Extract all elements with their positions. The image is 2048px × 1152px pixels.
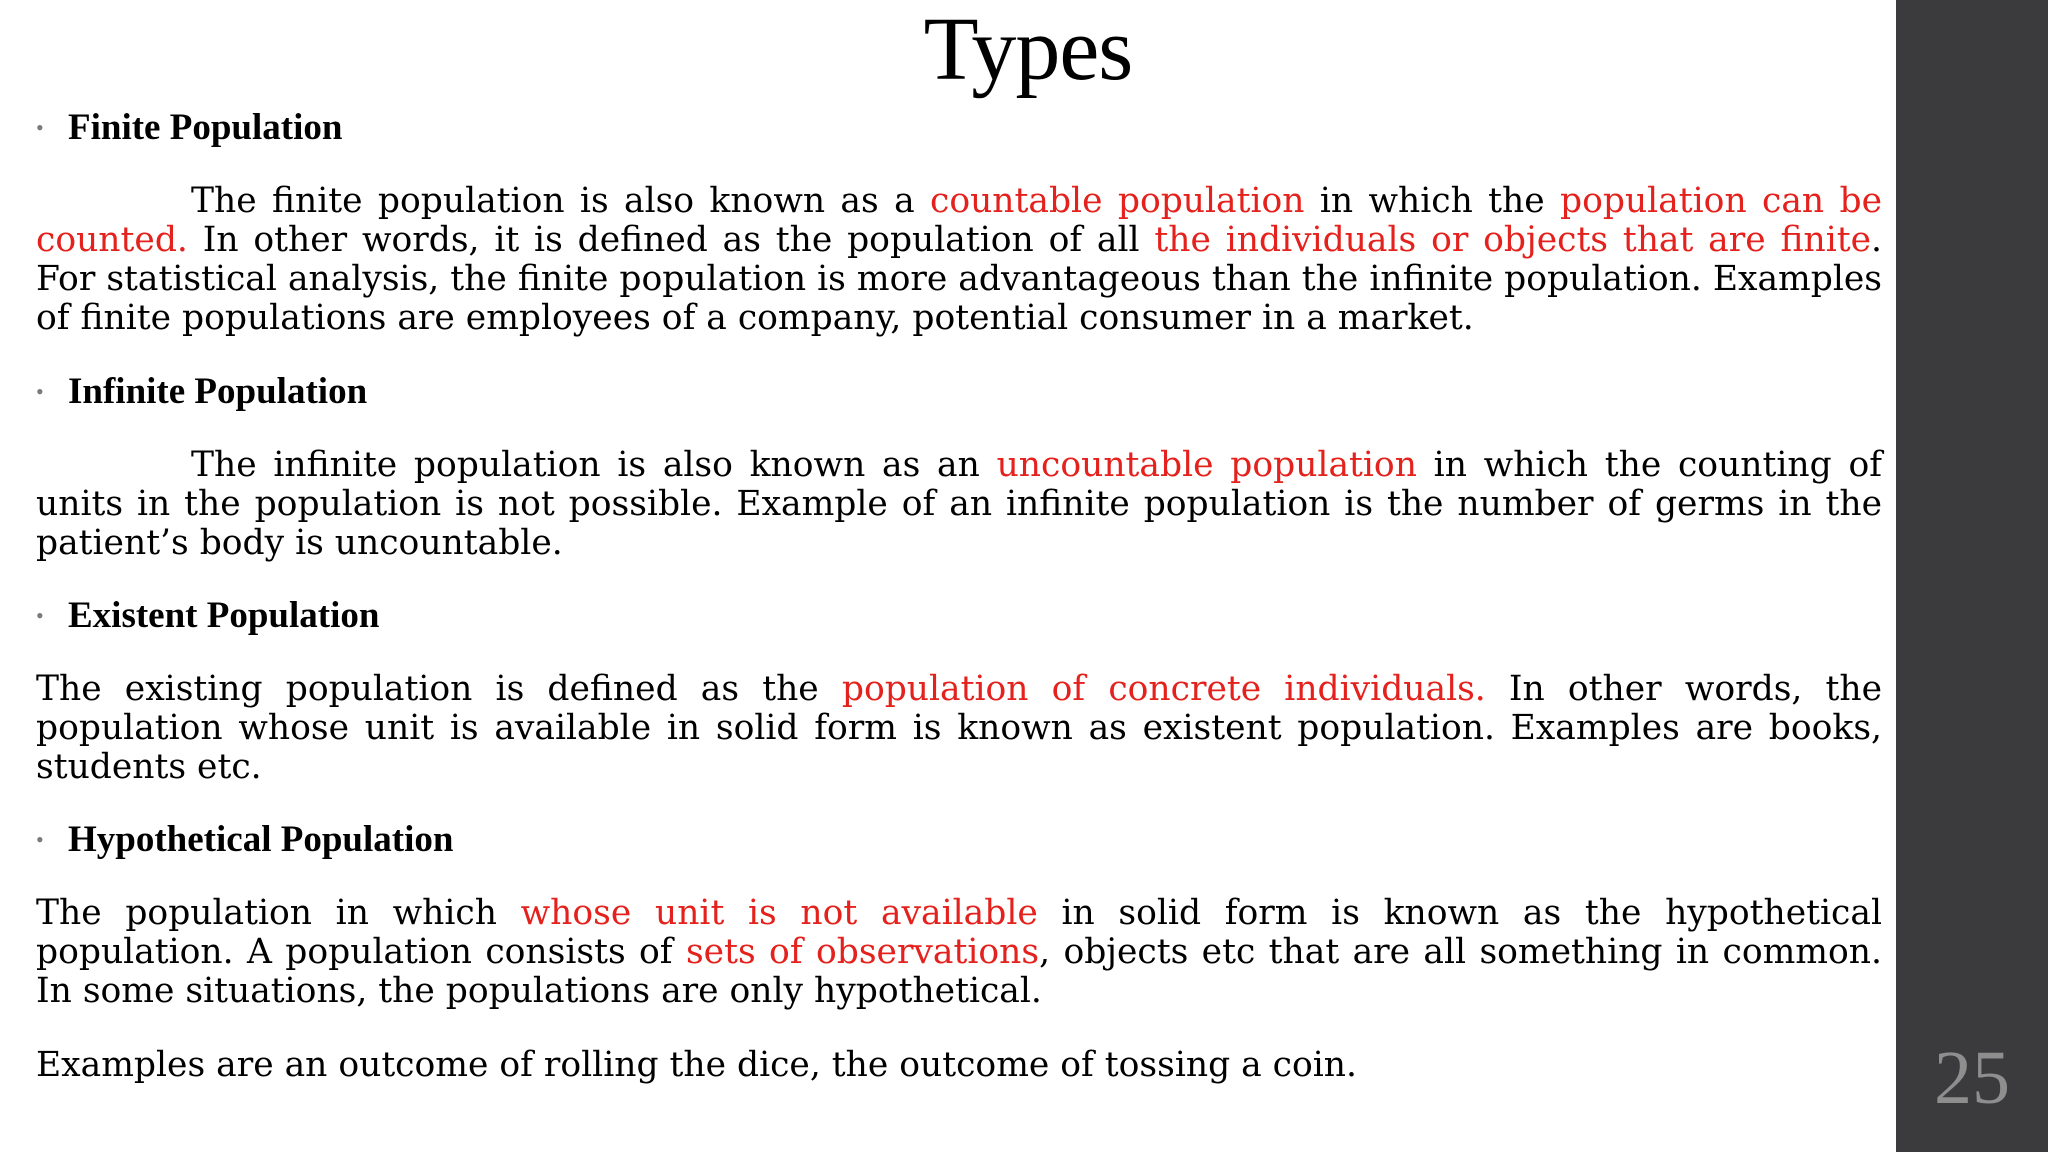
highlight-text: population of concrete individuals. [841,669,1486,709]
right-sidebar [1896,0,2048,1152]
paragraph-hypothetical: The population in which whose unit is not available in solid form is known as the hypothetical population. A population consists of sets of observations, objects etc that are all something in common. In some situations, the populations are only hypothetical. [36,893,1882,1011]
paragraph-existent: The existing population is defined as the population of concrete individuals. In other words, the population whose unit is available in solid form is known as existent population. Examples are books, students etc. [36,669,1883,787]
highlight-text: the individuals or objects that are finite [1154,220,1872,260]
section-heading-finite [36,106,342,150]
highlight-text: whose unit is not available [520,893,1038,933]
paragraph-hypothetical-examples: Examples are an outcome of rolling the dice, the outcome of tossing a coin. [36,1045,1357,1085]
paragraph-finite: The finite population is also known as a countable population in which the population can be counted. In other words, it is defined as the population of all the individuals or objects that are finite. For statistical analysis, the finite population is more advantageous than the infinite population. Examples of finite populations are employees of a company, potential consumer in a market. [36,181,1882,338]
highlight-text: population can be counted. [36,181,1882,260]
highlight-text: countable population [930,181,1305,221]
bullet-icon: • [36,603,44,628]
highlight-text: uncountable population [996,445,1417,485]
section-heading-hypothetical [36,818,453,862]
bullet-icon: • [36,115,44,140]
section-heading-label: Finite Population [68,107,343,148]
bullet-icon: • [36,827,44,852]
paragraph-infinite: The infinite population is also known as an uncountable population in which the counting of units in the population is not possible. Example of an infinite population is the number of germs in the patient’s body is uncountable. [36,445,1882,563]
section-heading-existent [36,594,379,638]
highlight-text: sets of observations [685,932,1040,972]
section-heading-infinite [36,370,367,414]
section-heading-label: Infinite Population [68,371,368,412]
slide-title: Types [923,0,1133,99]
bullet-icon: • [36,379,44,404]
section-heading-label: Hypothetical Population [68,819,454,860]
page-number: 25 [1934,1036,2010,1120]
section-heading-label: Existent Population [68,595,380,636]
